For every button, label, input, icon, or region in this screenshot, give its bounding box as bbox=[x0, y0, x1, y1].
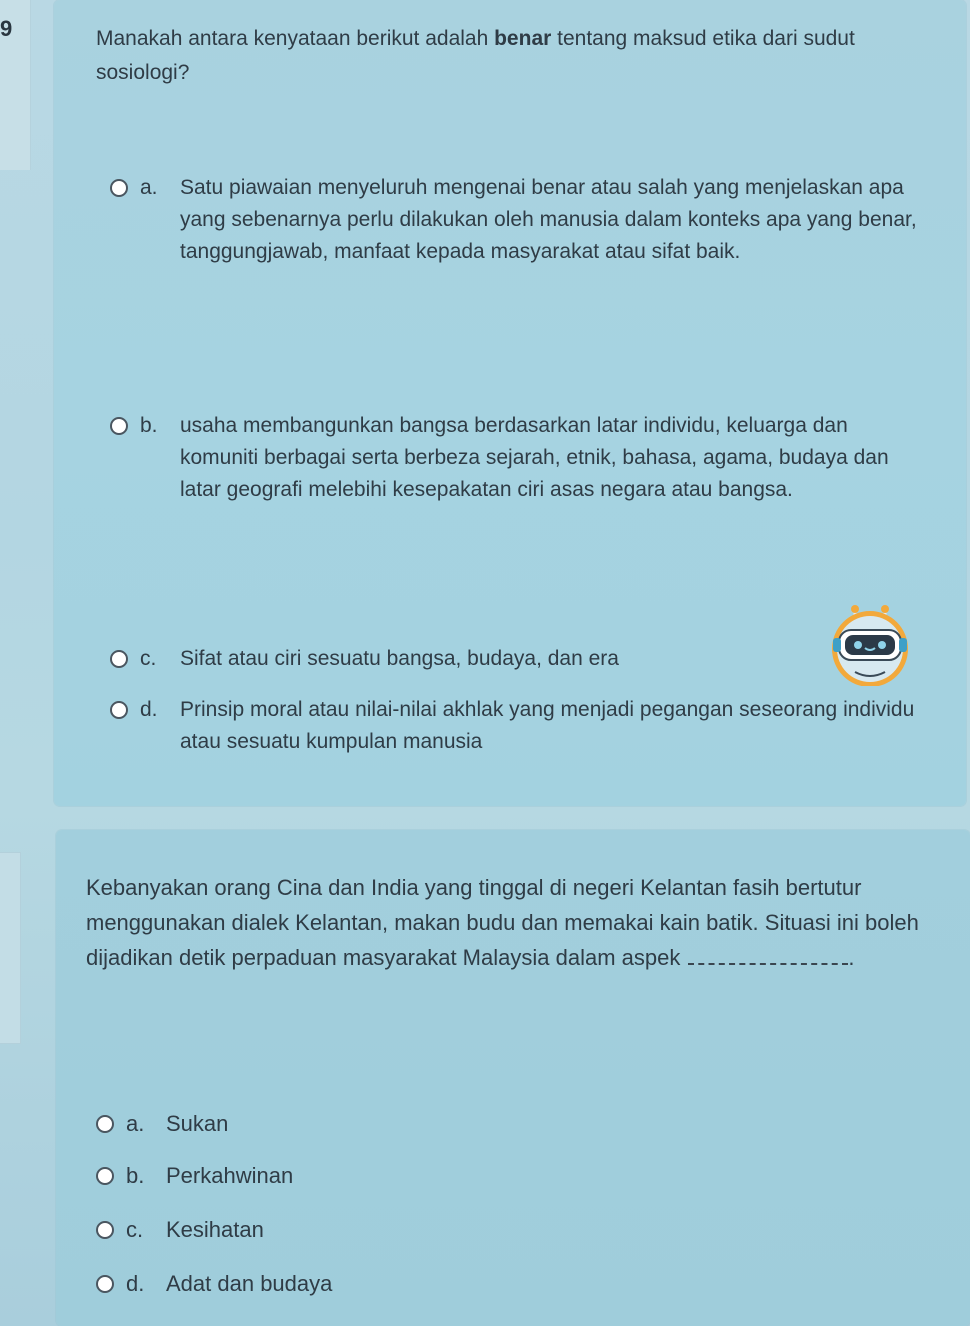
question-2-option-c[interactable] bbox=[96, 1214, 666, 1246]
option-text: Sifat atau ciri sesuatu bangsa, budaya, dan era bbox=[180, 647, 619, 670]
question-1-emphasis: benar bbox=[494, 27, 552, 50]
radio-button-q1-b[interactable] bbox=[110, 417, 128, 435]
option-letter: d. bbox=[126, 1271, 145, 1296]
option-text: Satu piawaian menyeluruh mengenai benar atau salah yang menjelaskan apa yang sebenarnya perlu dilakukan oleh manusia dalam konteks apa yang benar, tanggungjawab, manfaat kepada masyarakat atau sifat baik. bbox=[180, 176, 917, 263]
question-2-end-punctuation: . bbox=[848, 945, 855, 970]
option-text: Adat dan budaya bbox=[166, 1271, 333, 1296]
radio-button-q2-b[interactable] bbox=[96, 1167, 114, 1185]
option-text: usaha membangunkan bangsa berdasarkan latar individu, keluarga dan komuniti berbagai serta berbeza sejarah, etnik, bahasa, agama, budaya dan latar geografi melebihi kesepakatan ciri asas negara atau bangsa. bbox=[180, 414, 889, 501]
option-text: Prinsip moral atau nilai-nilai akhlak yang menjadi pegangan seseorang individu atau sesuatu kumpulan manusia bbox=[180, 698, 915, 753]
question-2-option-b[interactable] bbox=[96, 1160, 666, 1192]
question-1-option-c[interactable] bbox=[110, 643, 920, 675]
question-2-body: Kebanyakan orang Cina dan India yang tinggal di negeri Kelantan fasih bertutur menggunakan dialek Kelantan, makan budu dan memakai kain batik. Situasi ini boleh dijadikan detik perpaduan masyarakat Malaysia dalam aspek bbox=[86, 875, 919, 970]
radio-button-q1-c[interactable] bbox=[110, 650, 128, 668]
radio-button-q1-d[interactable] bbox=[110, 701, 128, 719]
option-letter: c. bbox=[126, 1217, 144, 1242]
radio-button-q2-a[interactable] bbox=[96, 1115, 114, 1133]
left-panel-edge-lower bbox=[0, 852, 21, 1044]
radio-button-q1-a[interactable] bbox=[110, 179, 128, 197]
option-letter: a. bbox=[140, 176, 158, 199]
option-text: Perkahwinan bbox=[166, 1163, 294, 1188]
option-letter: a. bbox=[126, 1111, 145, 1136]
page-number: 9 bbox=[0, 16, 13, 41]
question-1-text-end: tentang maksud etika dari sudut sosiologi? bbox=[96, 27, 855, 84]
question-2-option-d[interactable] bbox=[96, 1268, 666, 1300]
question-1-text bbox=[96, 22, 876, 90]
radio-button-q2-c[interactable] bbox=[96, 1221, 114, 1239]
robot-assistant-icon[interactable] bbox=[825, 604, 915, 686]
option-letter: b. bbox=[126, 1163, 145, 1188]
option-text: Sukan bbox=[166, 1111, 229, 1136]
question-1-option-b[interactable] bbox=[110, 410, 920, 506]
question-card-2 bbox=[56, 830, 970, 1326]
option-letter: c. bbox=[140, 647, 157, 670]
option-text: Kesihatan bbox=[166, 1217, 264, 1242]
question-2-option-a[interactable] bbox=[96, 1108, 666, 1140]
question-2-text bbox=[86, 870, 936, 975]
radio-button-q2-d[interactable] bbox=[96, 1275, 114, 1293]
question-1-text-start: Manakah antara kenyataan berikut adalah bbox=[96, 27, 495, 50]
question-1-option-a[interactable] bbox=[110, 172, 920, 268]
question-1-option-d[interactable] bbox=[110, 694, 920, 758]
option-letter: d. bbox=[140, 698, 158, 721]
answer-blank bbox=[688, 945, 848, 965]
option-letter: b. bbox=[140, 414, 158, 437]
